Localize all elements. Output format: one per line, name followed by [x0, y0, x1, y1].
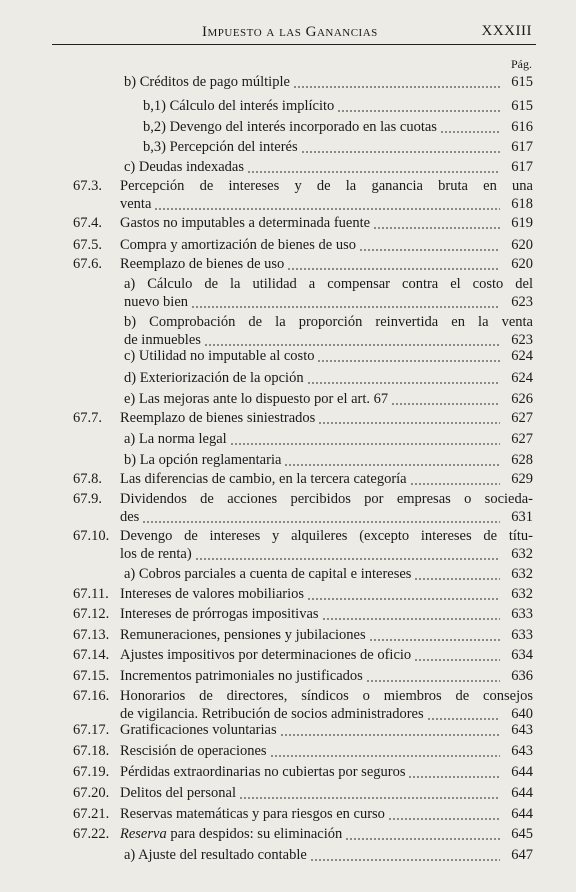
entry-title: los de renta) — [120, 546, 192, 562]
toc-entry[interactable] — [120, 626, 533, 644]
toc-entry[interactable] — [124, 846, 533, 864]
entry-title: nuevo bien — [124, 294, 189, 310]
entry-page: 645 — [511, 826, 533, 842]
entry-page: 620 — [511, 237, 533, 253]
entry-title: Pérdidas extraordinarias no cubiertas por seguros — [120, 764, 406, 780]
entry-title: Percepción de intereses y de la ganancia bruta en una — [120, 178, 533, 194]
entry-title: b) Comprobación de la proporción reinvertida en la venta — [124, 314, 533, 330]
entry-title: Rescisión de operaciones — [120, 743, 267, 759]
entry-number: 67.13. — [73, 627, 110, 643]
entry-title: Gratificaciones voluntarias — [120, 722, 277, 738]
entry-title: de vigilancia. Retribución de socios administradores — [120, 706, 424, 722]
entry-page: 633 — [511, 627, 533, 643]
entry-page: 624 — [511, 348, 533, 364]
entry-number: 67.18. — [73, 743, 110, 759]
dot-leader — [408, 776, 500, 778]
running-header — [52, 22, 536, 45]
dot-leader — [440, 131, 500, 133]
toc-entry[interactable] — [120, 214, 533, 232]
toc-entry[interactable] — [120, 687, 533, 723]
toc-entry[interactable] — [120, 805, 533, 823]
dot-leader — [195, 558, 500, 560]
entry-page: 624 — [511, 370, 533, 386]
toc-entry[interactable] — [143, 138, 533, 156]
toc-entry[interactable] — [120, 585, 533, 603]
dot-leader — [373, 227, 500, 229]
toc-entry[interactable] — [124, 313, 533, 349]
dot-leader — [345, 838, 500, 840]
entry-title: Ajustes impositivos por determinaciones de oficio — [120, 647, 412, 663]
entry-number: 67.9. — [73, 491, 102, 507]
toc-entry[interactable] — [124, 347, 533, 365]
entry-title: Intereses de valores mobiliarios — [120, 586, 305, 602]
dot-leader — [307, 598, 500, 600]
entry-page: 636 — [511, 668, 533, 684]
toc-entry[interactable] — [120, 742, 533, 760]
entry-page: 644 — [511, 785, 533, 801]
entry-number: 67.11. — [73, 586, 109, 602]
toc-entry[interactable] — [124, 369, 533, 387]
dot-leader — [322, 618, 500, 620]
entry-title: Incrementos patrimoniales no justificados — [120, 668, 363, 684]
entry-page: 627 — [511, 431, 533, 447]
toc-entry[interactable] — [124, 390, 533, 408]
entry-title: b,2) Devengo del interés incorporado en las cuotas — [143, 119, 437, 135]
dot-leader — [191, 306, 500, 308]
entry-page: 643 — [511, 743, 533, 759]
entry-page: 632 — [511, 586, 533, 602]
dot-leader — [369, 639, 500, 641]
toc-entry[interactable] — [143, 97, 533, 115]
entry-title: Reserva para despidos: su eliminación — [120, 826, 343, 842]
entry-page: 627 — [511, 410, 533, 426]
entry-title: Las diferencias de cambio, en la tercera categoría — [120, 471, 407, 487]
entry-title: Devengo de intereses y alquileres (excepto intereses de títu- — [120, 528, 533, 544]
entry-title: a) Ajuste del resultado contable — [124, 847, 307, 863]
entry-page: 615 — [511, 98, 533, 114]
entry-number: 67.7. — [73, 410, 102, 426]
toc-entry[interactable] — [124, 73, 533, 91]
entry-number: 67.3. — [73, 178, 102, 194]
page-column-label: Pág. — [511, 57, 532, 71]
entry-title: Dividendos de acciones percibidos por empresas o socieda- — [120, 491, 533, 507]
entry-page: 617 — [511, 159, 533, 175]
entry-number: 67.12. — [73, 606, 110, 622]
dot-leader — [284, 464, 500, 466]
entry-title: Delitos del personal — [120, 785, 236, 801]
entry-page: 633 — [511, 606, 533, 622]
toc-entry[interactable] — [120, 667, 533, 685]
dot-leader — [204, 344, 500, 346]
entry-title: b) Créditos de pago múltiple — [124, 74, 290, 90]
entry-title: d) Exteriorización de la opción — [124, 370, 304, 386]
entry-title: a) Cobros parciales a cuenta de capital e intereses — [124, 566, 412, 582]
dot-leader — [280, 734, 500, 736]
entry-page: 615 — [511, 74, 533, 90]
entry-page: 632 — [511, 546, 533, 562]
entry-title: Remuneraciones, pensiones y jubilaciones — [120, 627, 366, 643]
entry-title: c) Utilidad no imputable al costo — [124, 348, 315, 364]
entry-title: b,1) Cálculo del interés implícito — [143, 98, 335, 114]
entry-number: 67.22. — [73, 826, 110, 842]
entry-title: c) Deudas indexadas — [124, 159, 244, 175]
entry-page: 626 — [511, 391, 533, 407]
entry-number: 67.16. — [73, 688, 110, 704]
toc-entry[interactable] — [120, 490, 533, 526]
entry-page: 617 — [511, 139, 533, 155]
entry-title: b,3) Percepción del interés — [143, 139, 298, 155]
entry-title: a) La norma legal — [124, 431, 227, 447]
entry-number: 67.8. — [73, 471, 102, 487]
toc-entry[interactable] — [120, 646, 533, 664]
toc-entry[interactable] — [120, 763, 533, 781]
dot-leader — [301, 151, 500, 153]
dot-leader — [318, 422, 500, 424]
entry-page: 644 — [511, 806, 533, 822]
toc-entry[interactable] — [124, 275, 533, 311]
entry-title: Compra y amortización de bienes de uso — [120, 237, 356, 253]
entry-page: 634 — [511, 647, 533, 663]
dot-leader — [388, 818, 500, 820]
dot-leader — [270, 755, 500, 757]
entry-page: 644 — [511, 764, 533, 780]
entry-number: 67.21. — [73, 806, 110, 822]
toc-entry[interactable] — [124, 158, 533, 176]
entry-title: Reemplazo de bienes de uso — [120, 256, 285, 272]
entry-title: des — [120, 509, 140, 525]
toc-entry[interactable] — [120, 470, 533, 488]
entry-title: b) La opción reglamentaria — [124, 452, 282, 468]
dot-leader — [307, 382, 500, 384]
dot-leader — [239, 797, 500, 799]
toc-entry[interactable] — [120, 721, 533, 739]
dot-leader — [142, 521, 500, 523]
toc-entry[interactable] — [143, 118, 533, 136]
toc-entry[interactable] — [120, 255, 533, 273]
entry-title: Reservas matemáticas y para riesgos en curso — [120, 806, 385, 822]
entry-title: venta — [120, 196, 152, 212]
dot-leader — [359, 249, 500, 251]
entry-number: 67.20. — [73, 785, 110, 801]
toc-entry[interactable] — [120, 784, 533, 802]
entry-page: 623 — [511, 332, 533, 348]
entry-page: 643 — [511, 722, 533, 738]
entry-title: e) Las mejoras ante lo dispuesto por el art. 67 — [124, 391, 389, 407]
entry-number: 67.10. — [73, 528, 110, 544]
entry-title: Gastos no imputables a determinada fuente — [120, 215, 371, 231]
dot-leader — [391, 403, 500, 405]
header-page-number: XXXIII — [481, 23, 532, 39]
toc-entry[interactable] — [120, 409, 533, 427]
entry-number: 67.14. — [73, 647, 110, 663]
entry-number: 67.15. — [73, 668, 110, 684]
toc-entry[interactable] — [120, 825, 533, 843]
entry-page: 628 — [511, 452, 533, 468]
entry-title: de inmuebles — [124, 332, 201, 348]
dot-leader — [247, 171, 500, 173]
entry-page: 616 — [511, 119, 533, 135]
dot-leader — [317, 360, 500, 362]
entry-page: 629 — [511, 471, 533, 487]
entry-page: 640 — [511, 706, 533, 722]
toc-entry[interactable] — [124, 451, 533, 469]
toc-entry[interactable] — [120, 236, 533, 254]
entry-page: 619 — [511, 215, 533, 231]
dot-leader — [427, 718, 500, 720]
dot-leader — [287, 268, 500, 270]
toc-entry[interactable] — [120, 605, 533, 623]
dot-leader — [414, 659, 500, 661]
dot-leader — [310, 859, 500, 861]
dot-leader — [410, 483, 500, 485]
dot-leader — [414, 578, 500, 580]
entry-number: 67.4. — [73, 215, 102, 231]
entry-number: 67.6. — [73, 256, 102, 272]
entry-title: Reemplazo de bienes siniestrados — [120, 410, 316, 426]
dot-leader — [230, 443, 500, 445]
entry-number: 67.19. — [73, 764, 110, 780]
toc-entry[interactable] — [124, 430, 533, 448]
entry-page: 632 — [511, 566, 533, 582]
entry-page: 623 — [511, 294, 533, 310]
toc-entry[interactable] — [124, 565, 533, 583]
entry-title: a) Cálculo de la utilidad a compensar contra el costo del — [124, 276, 533, 292]
toc-entry[interactable] — [120, 177, 533, 213]
dot-leader — [366, 680, 500, 682]
header-title: Impuesto a las Ganancias — [202, 24, 378, 40]
dot-leader — [337, 110, 500, 112]
entry-number: 67.17. — [73, 722, 110, 738]
dot-leader — [154, 208, 500, 210]
entry-page: 618 — [511, 196, 533, 212]
entry-page: 647 — [511, 847, 533, 863]
dot-leader — [293, 86, 500, 88]
entry-page: 620 — [511, 256, 533, 272]
entry-page: 631 — [511, 509, 533, 525]
toc-entry[interactable] — [120, 527, 533, 563]
entry-number: 67.5. — [73, 237, 102, 253]
entry-title: Intereses de prórrogas impositivas — [120, 606, 319, 622]
entry-title: Honorarios de directores, síndicos o miembros de consejos — [120, 688, 533, 704]
